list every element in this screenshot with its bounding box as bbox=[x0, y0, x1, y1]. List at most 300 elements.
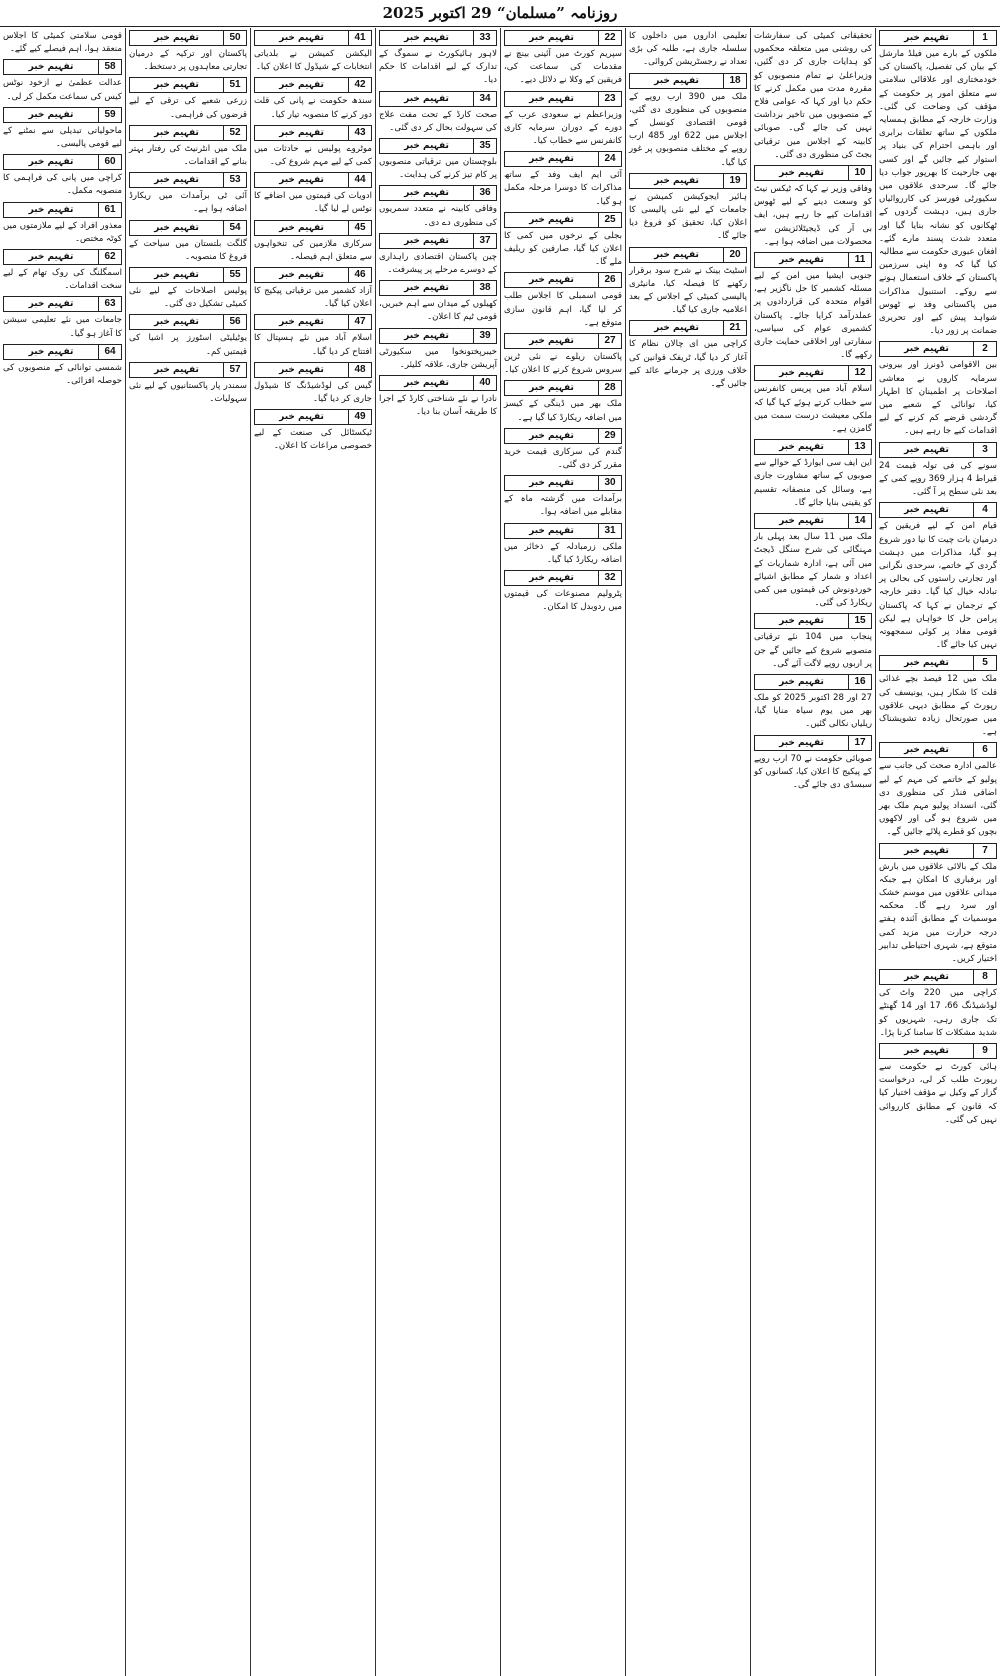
item-header bbox=[254, 220, 372, 236]
news-item bbox=[504, 428, 622, 472]
news-item bbox=[754, 30, 872, 162]
news-column bbox=[750, 28, 875, 1676]
item-number: 60 bbox=[98, 155, 121, 169]
news-item bbox=[879, 969, 997, 1040]
item-text: سپریم کورٹ میں آئینی بینچ نے مقدمات کی سماعت کی، فریقین کے وکلا نے دلائل دیے۔ bbox=[504, 49, 622, 86]
item-number: 47 bbox=[348, 315, 371, 329]
item-label: تفہیم خبر bbox=[529, 478, 574, 489]
news-item bbox=[254, 172, 372, 216]
item-text: بین الاقوامی ڈونرز اور بیرونی سرمایہ کاروں نے معاشی اصلاحات پر اطمینان کا اظہار کیا، توانائی کے شعبے میں گردشی قرضے کم کرنے کے لیے اقدامات کیے جا رہے ہیں۔ bbox=[879, 360, 997, 437]
item-label: تفہیم خبر bbox=[404, 188, 449, 199]
item-label: تفہیم خبر bbox=[904, 745, 949, 756]
item-number: 6 bbox=[973, 743, 996, 757]
item-header bbox=[129, 362, 247, 378]
item-header bbox=[254, 125, 372, 141]
item-header bbox=[754, 735, 872, 751]
item-number: 62 bbox=[98, 250, 121, 264]
item-header bbox=[629, 247, 747, 263]
item-header bbox=[504, 428, 622, 444]
news-item bbox=[254, 77, 372, 121]
item-number: 3 bbox=[973, 443, 996, 457]
news-item bbox=[754, 674, 872, 732]
item-number: 38 bbox=[473, 281, 496, 295]
news-item bbox=[629, 247, 747, 318]
item-text: عالمی ادارہ صحت کی جانب سے پولیو کے خاتمے کی مہم کے لیے اضافی فنڈز کی منظوری دی گئی، انسداد پولیو مہم ملک بھر میں شروع ہو گی اور لاکھوں بچوں کو قطرے پلائے جائیں گے۔ bbox=[879, 761, 997, 838]
news-item bbox=[3, 30, 122, 56]
item-text: برآمدات میں گزشتہ ماہ کے مقابلے میں اضافہ ہوا۔ bbox=[504, 494, 622, 518]
item-label: تفہیم خبر bbox=[529, 214, 574, 225]
news-column bbox=[0, 28, 125, 1676]
item-header bbox=[504, 30, 622, 46]
item-header bbox=[879, 502, 997, 518]
news-item bbox=[879, 742, 997, 839]
item-header bbox=[504, 333, 622, 349]
item-label: تفہیم خبر bbox=[279, 412, 324, 423]
item-number: 43 bbox=[348, 126, 371, 140]
news-columns bbox=[0, 28, 1000, 1676]
item-number: 57 bbox=[223, 363, 246, 377]
item-header bbox=[754, 513, 872, 529]
masthead: روزنامہ ”مسلمان“ 29 اکتوبر 2025 bbox=[0, 0, 1000, 27]
item-text: ملک میں انٹرنیٹ کی رفتار بہتر بنانے کے اقدامات۔ bbox=[129, 143, 247, 168]
item-label: تفہیم خبر bbox=[529, 430, 574, 441]
news-column bbox=[125, 28, 250, 1676]
news-item bbox=[3, 296, 122, 340]
item-header bbox=[379, 280, 497, 296]
news-item bbox=[629, 320, 747, 391]
item-number: 14 bbox=[848, 514, 871, 528]
item-header bbox=[254, 77, 372, 93]
item-header bbox=[3, 249, 122, 265]
item-number: 37 bbox=[473, 234, 496, 248]
item-text: لاہور ہائیکورٹ نے سموگ کے تدارک کے لیے اقدامات کا حکم دیا۔ bbox=[379, 49, 497, 86]
item-text: سرکاری ملازمین کی تنخواہوں سے متعلق اہم فیصلہ۔ bbox=[254, 238, 372, 262]
item-text: پاکستان اور ترکیہ کے درمیان تجارتی معاہدوں پر دستخط۔ bbox=[129, 49, 247, 73]
item-label: تفہیم خبر bbox=[529, 93, 574, 104]
news-item bbox=[504, 475, 622, 519]
item-header bbox=[504, 380, 622, 396]
item-label: تفہیم خبر bbox=[779, 737, 824, 748]
news-item bbox=[504, 380, 622, 424]
item-number: 11 bbox=[848, 253, 871, 267]
item-header bbox=[3, 154, 122, 170]
news-item bbox=[254, 362, 372, 406]
item-number: 58 bbox=[98, 60, 121, 74]
news-item bbox=[254, 125, 372, 169]
item-text: جنوبی ایشیا میں امن کے لیے مسئلہ کشمیر کا حل ناگزیر ہے، اقوام متحدہ کی قراردادوں پر عملدرآمد کرایا جائے۔ پاکستان کشمیری عوام کی سیاسی، سفارتی اور اخلاقی حمایت جاری رکھے گا۔ bbox=[754, 271, 872, 361]
item-label: تفہیم خبر bbox=[904, 845, 949, 856]
item-text: ملکی زرمبادلہ کے ذخائر میں اضافہ ریکارڈ کیا گیا۔ bbox=[504, 541, 622, 565]
news-item bbox=[129, 220, 247, 264]
news-item bbox=[129, 362, 247, 406]
item-label: تفہیم خبر bbox=[28, 109, 74, 120]
item-text: عدالت عظمیٰ نے ازخود نوٹس کیس کی سماعت مکمل کر لی۔ bbox=[3, 78, 122, 102]
item-number: 5 bbox=[973, 656, 996, 670]
item-label: تفہیم خبر bbox=[279, 317, 324, 328]
news-item bbox=[754, 613, 872, 671]
item-label: تفہیم خبر bbox=[779, 168, 824, 179]
news-item bbox=[754, 513, 872, 610]
news-column bbox=[625, 28, 750, 1676]
news-item bbox=[754, 252, 872, 362]
item-header bbox=[3, 296, 122, 312]
item-text: کراچی میں ای چالان نظام کا آغاز کر دیا گیا، ٹریفک قوانین کی خلاف ورزی پر جرمانے عائد کیے جائیں گے۔ bbox=[629, 339, 747, 390]
item-text: سمندر پار پاکستانیوں کے لیے نئی سہولیات۔ bbox=[129, 380, 247, 405]
news-item bbox=[629, 73, 747, 170]
item-text: اسمگلنگ کی روک تھام کے لیے سخت اقدامات۔ bbox=[3, 268, 122, 292]
item-number: 15 bbox=[848, 614, 871, 628]
item-text: ادویات کی قیمتوں میں اضافے کا نوٹس لے لیا گیا۔ bbox=[254, 191, 372, 215]
news-item bbox=[129, 172, 247, 216]
item-text: بجلی کے نرخوں میں کمی کا اعلان کیا گیا، صارفین کو ریلیف ملے گا۔ bbox=[504, 230, 622, 268]
item-label: تفہیم خبر bbox=[904, 658, 949, 669]
item-header bbox=[129, 77, 247, 93]
item-header bbox=[3, 107, 122, 123]
item-label: تفہیم خبر bbox=[279, 364, 324, 375]
news-item bbox=[3, 202, 122, 246]
item-text: پنجاب میں 104 نئے ترقیاتی منصوبے شروع کیے جائیں گے جن پر اربوں روپے لاگت آئے گی۔ bbox=[754, 632, 872, 669]
item-text: گیس کی لوڈشیڈنگ کا شیڈول جاری کر دیا گیا۔ bbox=[254, 380, 372, 405]
item-text: قیام امن کے لیے فریقین کے درمیان بات چیت کا نیا دور شروع ہو گیا، مذاکرات میں دہشت گردی کے خاتمے، سرحدی نگرانی اور تجارتی راستوں کی بحالی پر تبادلہ خیال کیا گیا۔ دفتر خارجہ کے ترجمان نے کہا کہ پاکستان پرامن حل کا خواہاں ہے لیکن قومی مفاد پر کوئی سمجھوتہ نہیں کیا جائے گا۔ bbox=[879, 521, 997, 651]
news-item bbox=[379, 375, 497, 419]
item-text: ٹیکسٹائل کی صنعت کے لیے خصوصی مراعات کا اعلان۔ bbox=[254, 428, 372, 452]
item-text: تحقیقاتی کمیٹی کی سفارشات کی روشنی میں متعلقہ محکموں کو ہدایات جاری کر دی گئیں، وزیراعلیٰ نے تمام منصوبوں کو مقررہ مدت میں مکمل کرنے کا حکم دیا اور کہا کہ عوامی فلاح کے منصوبوں میں تاخیر برداشت نہیں کی جائے گی۔ صوبائی کابینہ کے اجلاس میں ترقیاتی بجٹ کی منظوری دی گئی۔ bbox=[754, 31, 872, 160]
item-text: کراچی میں پانی کی فراہمی کا منصوبہ مکمل۔ bbox=[3, 173, 122, 197]
news-column bbox=[250, 28, 375, 1676]
item-number: 28 bbox=[598, 381, 621, 395]
item-header bbox=[379, 91, 497, 107]
news-item bbox=[3, 107, 122, 151]
item-text: ملکوں کے بارے میں فیلڈ مارشل کے بیان کی تفصیل، پاکستان کی خودمختاری اور علاقائی سلامتی سے متعلق امور پر حکومت کے مؤقف کی وضاحت کی گئی۔ وزارت خارجہ کے مطابق ہمسایہ ملکوں کے ساتھ تعلقات برابری اور باہمی احترام کی بنیاد پر استوار کیے جائیں گے اور کسی بھی جارحیت کا بھرپور جواب دیا جائے گا۔ سرحدی علاقوں میں سکیورٹی فورسز کی کارروائیاں جاری ہیں، دہشت گردوں کے ٹھکانوں کو نشانہ بنایا گیا اور متعدد شدت پسند مارے گئے۔ افغان عبوری حکومت سے مطالبہ کیا گیا کہ وہ اپنی سرزمین پاکستان کے خلاف استعمال ہونے سے روکے۔ استنبول مذاکرات میں پاکستانی وفد نے ٹھوس شواہد پیش کیے اور تحریری ضمانت پر زور دیا۔ bbox=[879, 49, 997, 337]
item-number: 18 bbox=[723, 74, 746, 88]
news-item bbox=[504, 333, 622, 377]
item-text: یوٹیلیٹی اسٹورز پر اشیا کی قیمتیں کم۔ bbox=[129, 333, 247, 357]
news-item bbox=[754, 365, 872, 436]
item-header bbox=[129, 125, 247, 141]
item-header bbox=[504, 212, 622, 228]
item-label: تفہیم خبر bbox=[28, 252, 74, 263]
news-item bbox=[504, 570, 622, 614]
item-number: 34 bbox=[473, 92, 496, 106]
news-item bbox=[754, 735, 872, 793]
item-text: این ایف سی ایوارڈ کے حوالے سے صوبوں کے ساتھ مشاورت جاری ہے، وسائل کی منصفانہ تقسیم کو یقینی بنایا جائے گا۔ bbox=[754, 458, 872, 508]
item-number: 55 bbox=[223, 268, 246, 282]
item-number: 9 bbox=[973, 1044, 996, 1058]
news-item bbox=[3, 344, 122, 388]
item-number: 29 bbox=[598, 429, 621, 443]
item-text: چین پاکستان اقتصادی راہداری کے دوسرے مرحلے پر پیشرفت۔ bbox=[379, 251, 497, 276]
news-item bbox=[504, 151, 622, 209]
item-text: کھیلوں کے میدان سے اہم خبریں، قومی ٹیم کا اعلان۔ bbox=[379, 299, 497, 323]
item-text: ملک میں 11 سال بعد پہلی بار مہنگائی کی شرح سنگل ڈیجٹ میں آئی ہے، ادارہ شماریات کے اعداد و شمار کے مطابق اشیائے خوردونوش کی قیمتوں میں کمی ریکارڈ کی گئی۔ bbox=[754, 532, 873, 609]
item-header bbox=[129, 30, 247, 46]
item-header bbox=[629, 320, 747, 336]
news-item bbox=[504, 212, 622, 270]
item-text: بلوچستان میں ترقیاتی منصوبوں پر کام تیز کرنے کی ہدایت۔ bbox=[379, 157, 497, 181]
item-number: 10 bbox=[848, 166, 871, 180]
item-number: 39 bbox=[473, 329, 496, 343]
item-header bbox=[129, 172, 247, 188]
news-item bbox=[879, 30, 997, 338]
news-item bbox=[379, 91, 497, 135]
item-text: شمسی توانائی کے منصوبوں کی حوصلہ افزائی۔ bbox=[3, 362, 122, 387]
item-text: قومی سلامتی کمیٹی کا اجلاس منعقد ہوا، اہم فیصلے کیے گئے۔ bbox=[3, 31, 122, 55]
item-header bbox=[379, 233, 497, 249]
item-number: 54 bbox=[223, 221, 246, 235]
news-item bbox=[504, 272, 622, 330]
news-item bbox=[3, 154, 122, 198]
item-header bbox=[254, 30, 372, 46]
item-number: 45 bbox=[348, 221, 371, 235]
item-label: تفہیم خبر bbox=[154, 222, 199, 233]
item-header bbox=[504, 151, 622, 167]
news-column bbox=[500, 28, 625, 1676]
item-label: تفہیم خبر bbox=[404, 141, 449, 152]
item-text: قومی اسمبلی کا اجلاس طلب کر لیا گیا، اہم قانون سازی متوقع ہے۔ bbox=[504, 291, 622, 328]
item-text: ملک میں 12 فیصد بچے غذائی قلت کا شکار ہیں، یونیسف کی رپورٹ کے مطابق دیہی علاقوں میں صورتحال زیادہ تشویشناک ہے۔ bbox=[879, 674, 997, 738]
item-text: ملک میں 390 ارب روپے کے منصوبوں کی منظوری دی گئی، قومی اقتصادی کونسل کے اجلاس میں 622 اور 485 ارب روپے کے مختلف منصوبوں پر غور کیا گیا۔ bbox=[629, 91, 747, 168]
item-label: تفہیم خبر bbox=[529, 33, 574, 43]
item-label: تفہیم خبر bbox=[779, 368, 824, 379]
item-header bbox=[754, 613, 872, 629]
item-label: تفہیم خبر bbox=[779, 676, 824, 687]
item-text: ملک بھر میں ڈینگی کے کیسز میں اضافہ ریکارڈ کیا گیا ہے۔ bbox=[504, 399, 622, 423]
item-label: تفہیم خبر bbox=[28, 62, 74, 73]
item-text: سونے کی فی تولہ قیمت 24 قیراط 4 ہزار 369 روپے کمی کے بعد نئی سطح پر آ گئی۔ bbox=[879, 460, 997, 498]
item-number: 52 bbox=[223, 126, 246, 140]
news-item bbox=[879, 341, 997, 438]
item-header bbox=[754, 439, 872, 455]
item-number: 49 bbox=[348, 410, 371, 424]
item-number: 20 bbox=[723, 248, 746, 262]
item-label: تفہیم خبر bbox=[904, 444, 949, 455]
item-header bbox=[754, 674, 872, 690]
item-label: تفہیم خبر bbox=[904, 505, 949, 516]
item-text: پاکستان ریلوے نے نئی ٹرین سروس شروع کرنے کا اعلان کیا۔ bbox=[504, 352, 622, 376]
item-header bbox=[879, 341, 997, 357]
item-number: 59 bbox=[98, 108, 121, 122]
item-label: تفہیم خبر bbox=[904, 344, 949, 355]
item-text: زرعی شعبے کی ترقی کے لیے قرضوں کی فراہمی۔ bbox=[129, 96, 247, 120]
item-text: جامعات میں نئے تعلیمی سیشن کا آغاز ہو گیا۔ bbox=[3, 315, 122, 339]
item-header bbox=[254, 409, 372, 425]
item-text: اسٹیٹ بینک نے شرح سود برقرار رکھنے کا فیصلہ کیا، مانیٹری پالیسی کمیٹی کے اجلاس کے بعد اعلامیہ جاری کیا گیا۔ bbox=[629, 265, 747, 316]
item-number: 21 bbox=[723, 321, 746, 335]
item-text: گندم کی سرکاری قیمت خرید مقرر کر دی گئی۔ bbox=[504, 446, 622, 471]
news-item bbox=[379, 30, 497, 88]
item-label: تفہیم خبر bbox=[404, 283, 449, 294]
item-number: 8 bbox=[973, 970, 996, 984]
item-header bbox=[879, 442, 997, 458]
item-label: تفہیم خبر bbox=[654, 249, 699, 260]
item-label: تفہیم خبر bbox=[404, 330, 449, 341]
news-item bbox=[504, 523, 622, 567]
item-number: 46 bbox=[348, 268, 371, 282]
item-text: اسلام آباد میں نئے ہسپتال کا افتتاح کر دیا گیا۔ bbox=[254, 333, 372, 357]
item-label: تفہیم خبر bbox=[904, 33, 949, 43]
item-text: اسلام آباد میں پریس کانفرنس سے خطاب کرتے ہوئے کہا گیا کہ ملکی معیشت درست سمت میں گامزن ہے۔ bbox=[754, 384, 872, 435]
item-number: 44 bbox=[348, 173, 371, 187]
item-number: 22 bbox=[598, 31, 621, 45]
item-label: تفہیم خبر bbox=[28, 299, 74, 310]
item-text: پولیس اصلاحات کے لیے نئی کمیٹی تشکیل دی گئی۔ bbox=[129, 286, 247, 310]
item-label: تفہیم خبر bbox=[279, 127, 324, 138]
news-item bbox=[379, 328, 497, 372]
item-number: 50 bbox=[223, 31, 246, 45]
news-item bbox=[254, 409, 372, 453]
item-text: خیبرپختونخوا میں سکیورٹی آپریشن جاری، علاقہ کلیئر۔ bbox=[379, 346, 497, 370]
news-item bbox=[629, 30, 747, 70]
item-label: تفہیم خبر bbox=[529, 275, 574, 286]
item-text: ماحولیاتی تبدیلی سے نمٹنے کے لیے قومی پالیسی۔ bbox=[3, 125, 122, 150]
item-number: 25 bbox=[598, 213, 621, 227]
item-number: 53 bbox=[223, 173, 246, 187]
item-text: نادرا نے نئے شناختی کارڈ کے اجرا کا طریقہ آسان بنا دیا۔ bbox=[379, 394, 497, 418]
item-label: تفہیم خبر bbox=[154, 127, 199, 138]
item-header bbox=[754, 252, 872, 268]
item-text: آئی ایم ایف وفد کے ساتھ مذاکرات کا دوسرا مرحلہ مکمل ہو گیا۔ bbox=[504, 170, 622, 207]
item-label: تفہیم خبر bbox=[154, 364, 199, 375]
item-number: 24 bbox=[598, 152, 621, 166]
item-label: تفہیم خبر bbox=[154, 270, 199, 281]
item-label: تفہیم خبر bbox=[154, 317, 199, 328]
item-text: صوبائی حکومت نے 70 ارب روپے کے پیکیج کا اعلان کیا، کسانوں کو سبسڈی دی جائے گی۔ bbox=[754, 753, 872, 790]
item-text: ہائیر ایجوکیشن کمیشن نے جامعات کے لیے نئی پالیسی کا اعلان کیا، تحقیق کو فروغ دیا جائے گا۔ bbox=[629, 191, 747, 242]
item-number: 17 bbox=[848, 736, 871, 750]
news-item bbox=[129, 314, 247, 358]
news-column bbox=[375, 28, 500, 1676]
item-number: 4 bbox=[973, 503, 996, 517]
item-label: تفہیم خبر bbox=[904, 972, 949, 983]
item-label: تفہیم خبر bbox=[654, 75, 699, 86]
news-column bbox=[875, 28, 1000, 1676]
item-text: وفاقی کابینہ نے متعدد سمریوں کی منظوری دے دی۔ bbox=[379, 204, 497, 228]
item-number: 42 bbox=[348, 78, 371, 92]
item-number: 19 bbox=[723, 174, 746, 188]
item-header bbox=[504, 475, 622, 491]
item-header bbox=[504, 523, 622, 539]
news-item bbox=[879, 442, 997, 500]
item-label: تفہیم خبر bbox=[654, 323, 699, 334]
news-item bbox=[129, 125, 247, 169]
item-header bbox=[3, 59, 122, 75]
item-number: 26 bbox=[598, 273, 621, 287]
item-number: 35 bbox=[473, 139, 496, 153]
item-label: تفہیم خبر bbox=[28, 204, 74, 215]
item-number: 40 bbox=[473, 376, 496, 390]
news-item bbox=[879, 843, 997, 967]
item-header bbox=[504, 91, 622, 107]
news-item bbox=[879, 655, 997, 739]
item-number: 13 bbox=[848, 440, 871, 454]
item-text: کراچی میں 220 واٹ کی لوڈشیڈنگ 66، 17 اور 14 گھنٹے تک جاری رہی، شہریوں کو شدید مشکلات کا سامنا کرنا پڑا۔ bbox=[879, 988, 997, 1038]
item-header bbox=[754, 365, 872, 381]
news-item bbox=[629, 173, 747, 244]
item-number: 48 bbox=[348, 363, 371, 377]
item-header bbox=[379, 185, 497, 201]
item-label: تفہیم خبر bbox=[28, 346, 74, 357]
item-number: 56 bbox=[223, 315, 246, 329]
news-item bbox=[254, 30, 372, 74]
item-label: تفہیم خبر bbox=[529, 154, 574, 165]
item-header bbox=[3, 202, 122, 218]
item-label: تفہیم خبر bbox=[279, 33, 324, 43]
item-label: تفہیم خبر bbox=[154, 80, 199, 91]
news-item bbox=[129, 77, 247, 121]
item-header bbox=[254, 362, 372, 378]
news-item bbox=[879, 502, 997, 652]
item-number: 12 bbox=[848, 366, 871, 380]
item-label: تفہیم خبر bbox=[779, 255, 824, 266]
item-text: صحت کارڈ کے تحت مفت علاج کی سہولت بحال کر دی گئی۔ bbox=[379, 109, 497, 133]
item-text: ہائی کورٹ نے حکومت سے رپورٹ طلب کر لی، درخواست گزار کے وکیل نے مؤقف اختیار کیا کہ قانون کے مطابق کارروائی نہیں کی گئی۔ bbox=[879, 1062, 997, 1125]
item-number: 7 bbox=[973, 844, 996, 858]
news-item bbox=[754, 439, 872, 510]
item-label: تفہیم خبر bbox=[154, 33, 199, 43]
item-label: تفہیم خبر bbox=[779, 616, 824, 627]
item-header bbox=[879, 1043, 997, 1059]
item-header bbox=[879, 969, 997, 985]
item-number: 23 bbox=[598, 92, 621, 106]
item-text: سندھ حکومت نے پانی کی قلت دور کرنے کا منصوبہ تیار کیا۔ bbox=[254, 96, 372, 120]
item-header bbox=[629, 73, 747, 89]
item-header bbox=[504, 272, 622, 288]
item-text: آزاد کشمیر میں ترقیاتی پیکیج کا اعلان کیا گیا۔ bbox=[254, 286, 372, 310]
item-number: 64 bbox=[98, 345, 121, 359]
item-header bbox=[379, 375, 497, 391]
item-number: 27 bbox=[598, 334, 621, 348]
item-label: تفہیم خبر bbox=[529, 336, 574, 347]
item-number: 32 bbox=[598, 571, 621, 585]
item-label: تفہیم خبر bbox=[404, 33, 449, 43]
item-header bbox=[379, 138, 497, 154]
item-number: 31 bbox=[598, 524, 621, 538]
news-item bbox=[504, 30, 622, 88]
item-text: آئی ٹی برآمدات میں ریکارڈ اضافہ ہوا ہے۔ bbox=[129, 191, 247, 215]
item-text: پٹرولیم مصنوعات کی قیمتوں میں ردوبدل کا امکان۔ bbox=[504, 589, 622, 613]
news-item bbox=[379, 280, 497, 324]
item-header bbox=[129, 267, 247, 283]
item-label: تفہیم خبر bbox=[404, 235, 449, 246]
item-text: گلگت بلتستان میں سیاحت کے فروغ کا منصوبہ۔ bbox=[129, 238, 247, 262]
item-label: تفہیم خبر bbox=[529, 573, 574, 584]
item-text: ملک کے بالائی علاقوں میں بارش اور برفباری کا امکان ہے جبکہ میدانی علاقوں میں موسم خشک اور سرد رہے گا۔ محکمہ موسمیات کے مطابق آئندہ ہفتے درجہ حرارت میں مزید کمی متوقع ہے، شہری احتیاطی تدابیر اختیار کریں۔ bbox=[879, 861, 997, 964]
news-item bbox=[754, 165, 872, 249]
item-header bbox=[254, 314, 372, 330]
news-item bbox=[379, 185, 497, 229]
item-number: 61 bbox=[98, 203, 121, 217]
item-header bbox=[379, 30, 497, 46]
item-label: تفہیم خبر bbox=[279, 175, 324, 186]
item-label: تفہیم خبر bbox=[904, 1046, 949, 1056]
item-label: تفہیم خبر bbox=[28, 157, 74, 168]
item-number: 36 bbox=[473, 186, 496, 200]
item-header bbox=[879, 843, 997, 859]
item-number: 51 bbox=[223, 78, 246, 92]
news-item bbox=[379, 233, 497, 277]
news-item bbox=[254, 220, 372, 264]
news-item bbox=[129, 30, 247, 74]
item-header bbox=[379, 328, 497, 344]
item-number: 63 bbox=[98, 297, 121, 311]
item-label: تفہیم خبر bbox=[779, 442, 824, 453]
item-number: 2 bbox=[973, 342, 996, 356]
item-text: معذور افراد کے لیے ملازمتوں میں کوٹہ مختص۔ bbox=[3, 220, 122, 244]
item-header bbox=[129, 314, 247, 330]
news-item bbox=[3, 249, 122, 293]
news-item bbox=[254, 314, 372, 358]
item-text: موٹروے پولیس نے حادثات میں کمی کے لیے مہم شروع کی۔ bbox=[254, 143, 372, 168]
